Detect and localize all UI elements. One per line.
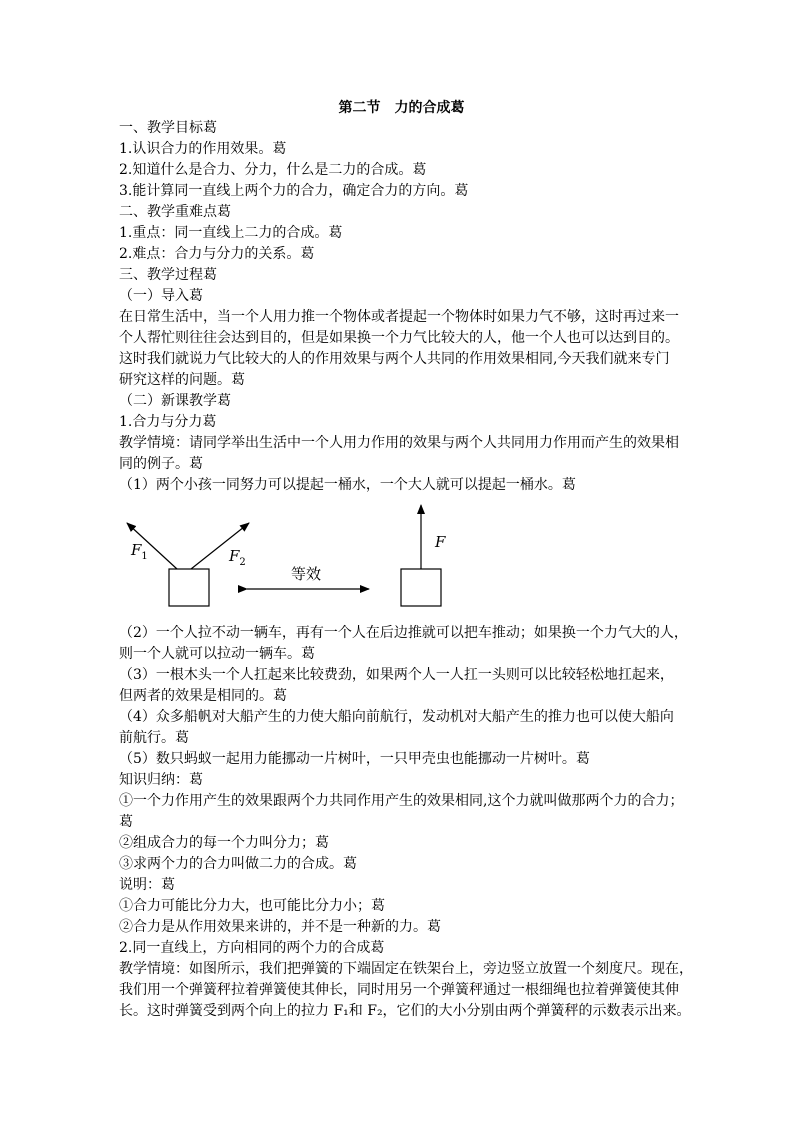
text-line: ③求两个力的合力叫做二力的合成。葛	[119, 856, 357, 872]
text-line: 则一个人就可以拉动一辆车。葛	[119, 646, 315, 662]
text-line: 一、教学目标葛	[119, 120, 217, 136]
object-box-left	[169, 569, 209, 606]
object-box-right	[401, 569, 441, 606]
text-line: ②合力是从作用效果来讲的，并不是一种新的力。葛	[119, 919, 441, 935]
text-line: （4）众多船帆对大船产生的力使大船向前航行，发动机对大船产生的推力也可以使大船向	[119, 709, 674, 725]
text-line: 说明：葛	[119, 877, 175, 893]
text-line: 知识归纳：葛	[119, 772, 203, 788]
text-block-bottom	[119, 623, 693, 1022]
text-line: 长。这时弹簧受到两个向上的拉力 F₁和 F₂，它们的大小分别由两个弹簧秤的示数表示出来。	[119, 1003, 691, 1019]
text-line: 在日常生活中，当一个人用力推一个物体或者提起一个物体时如果力气不够，这时再过来一	[119, 309, 679, 325]
equivalence-label: 等效	[291, 565, 322, 583]
text-line: 这时我们就说力气比较大的人的作用效果与两个人共同的作用效果相同,今天我们就来专门	[119, 351, 670, 367]
text-line: 我们用一个弹簧秤拉着弹簧使其伸长，同时用另一个弹簧秤通过一根细绳也拉着弹簧使其伸	[119, 982, 679, 998]
text-line: 1.重点：同一直线上二力的合成。葛	[119, 225, 343, 241]
force-equivalence-figure	[119, 501, 684, 613]
text-line: 二、教学重难点葛	[119, 204, 231, 220]
f-label: F	[435, 533, 446, 551]
text-line: （2）一个人拉不动一辆车，再有一个人在后边推就可以把车推动；如果换一个力气大的人，	[119, 625, 688, 641]
text-line: ①一个力作用产生的效果跟两个力共同作用产生的效果相同,这个力就叫做那两个力的合力；	[119, 793, 684, 809]
text-line: 教学情境：如图所示，我们把弹簧的下端固定在铁架台上，旁边竖立放置一个刻度尺。现在，	[119, 961, 693, 977]
text-line: 教学情境：请同学举出生活中一个人用力作用的效果与两个人共同用力作用而产生的效果相	[119, 435, 679, 451]
page-title: 第二节 力的合成葛	[338, 100, 465, 116]
text-line: 前航行。葛	[119, 730, 189, 746]
f2-label: $F_2$	[229, 547, 246, 568]
text-line: 3.能计算同一直线上两个力的合力，确定合力的方向。葛	[119, 183, 469, 199]
document-page	[119, 98, 693, 1022]
text-block-top	[119, 118, 684, 496]
text-line: 2.难点：合力与分力的关系。葛	[119, 246, 315, 262]
text-line: 1.认识合力的作用效果。葛	[119, 141, 287, 157]
text-line: （3）一根木头一个人扛起来比较费劲，如果两个人一人扛一头则可以比较轻松地扛起来，	[119, 667, 674, 683]
text-line: 研究这样的问题。葛	[119, 372, 245, 388]
text-line: 三、教学过程葛	[119, 267, 217, 283]
text-line: ①合力可能比分力大，也可能比分力小；葛	[119, 898, 385, 914]
text-line: （1）两个小孩一同努力可以提起一桶水，一个大人就可以提起一桶水。葛	[119, 477, 576, 493]
text-line: ②组成合力的每一个力叫分力；葛	[119, 835, 329, 851]
text-line: 但两者的效果是相同的。葛	[119, 688, 287, 704]
text-line: （二）新课教学葛	[119, 393, 231, 409]
text-line: 同的例子。葛	[119, 456, 203, 472]
text-line: （一）导入葛	[119, 288, 203, 304]
f1-label: $F_1$	[131, 541, 148, 562]
text-line: 2.同一直线上，方向相同的两个力的合成葛	[119, 940, 385, 956]
text-line: 个人帮忙则往往会达到目的，但是如果换一个力气比较大的人，他一个人也可以达到目的。	[119, 330, 679, 346]
text-line: （5）数只蚂蚁一起用力能挪动一片树叶，一只甲壳虫也能挪动一片树叶。葛	[119, 751, 590, 767]
text-line: 葛	[119, 814, 133, 830]
text-line: 2.知道什么是合力、分力，什么是二力的合成。葛	[119, 162, 427, 178]
force-diagram	[119, 501, 684, 613]
text-line: 1.合力与分力葛	[119, 414, 217, 430]
